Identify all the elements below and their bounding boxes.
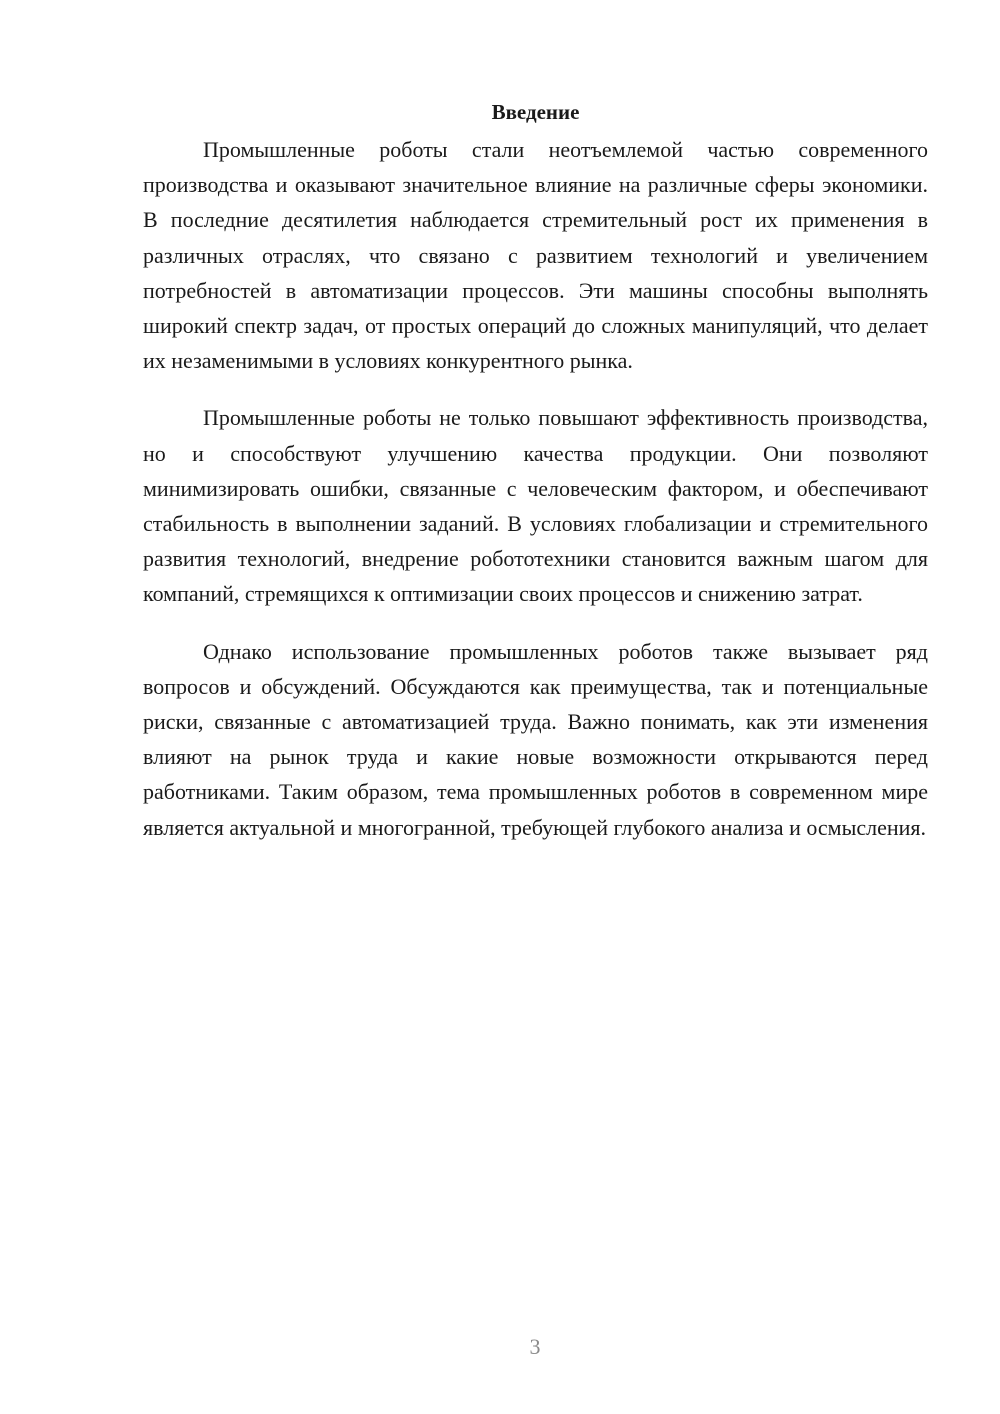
page-content: [143, 98, 928, 867]
page-number: 3: [529, 1334, 541, 1359]
paragraph-3: Однако использование промышленных роботов также вызывает ряд вопросов и обсуждений. Обсуждаются как преимущества, так и потенциальные риски, связанные с автоматизацией труда. Важно понимать, как эти изменения влияют на рынок труда и какие новые возможности открываются перед работниками. Таким образом, тема промышленных роботов в современном мире является актуальной и многогранной, требующей глубокого анализа и осмысления.: [143, 638, 928, 840]
paragraph-2: Промышленные роботы не только повышают эффективность производства, но и способствуют улучшению качества продукции. Они позволяют минимизировать ошибки, связанные с человеческим фактором, и обеспечивают стабильность в выполнении заданий. В условиях глобализации и стремительного развития технологий, внедрение робототехники становится важным шагом для компаний, стремящихся к оптимизации своих процессов и снижению затрат.: [143, 405, 928, 607]
section-heading: Введение: [491, 100, 580, 124]
paragraph-1: Промышленные роботы стали неотъемлемой частью современного производства и оказывают значительное влияние на различные сферы экономики. В последние десятилетия наблюдается стремительный рост их применения в различных отраслях, что связано с развитием технологий и увеличением потребностей в автоматизации процессов. Эти машины способны выполнять широкий спектр задач, от простых операций до сложных манипуляций, что делает их незаменимыми в условиях конкурентного рынка.: [143, 137, 928, 374]
